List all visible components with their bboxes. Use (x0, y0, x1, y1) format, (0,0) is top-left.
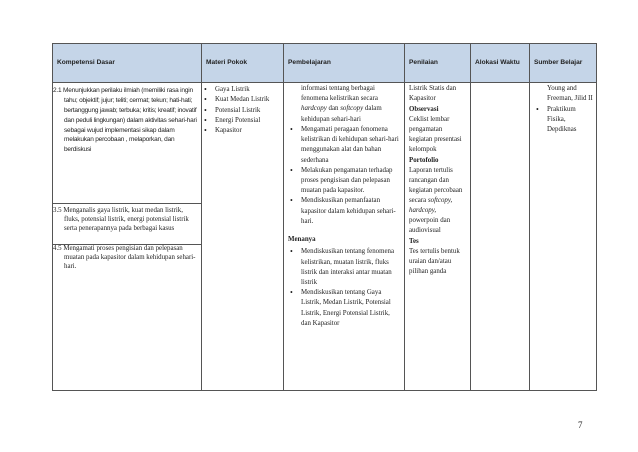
pemb-item: • Mendiskusikan tentang Gaya Listrik, Medan Listrik, Potensial Listrik, Energi Potensial Listrik, dan Kapasitor (288, 288, 400, 329)
portofolio-text-2: powerpoin dan audiovisual (409, 217, 451, 234)
syllabus-table (52, 43, 597, 391)
pemb-intro-4: kehidupan sehari-hari (301, 115, 361, 123)
text-dalam: dalam (363, 105, 382, 113)
materi-list (202, 83, 283, 137)
header-materi: Materi Pokok (202, 44, 284, 83)
header-kompetensi: Kompetensi Dasar (53, 44, 202, 83)
italic-hardcopy: hardcopy (301, 105, 327, 113)
pemb-intro-1: informasi tentang berbagai (301, 85, 375, 92)
header-row (53, 44, 597, 83)
header-alokasi: Alokasi Waktu (471, 44, 530, 83)
materi-item: • Potensial Listrik (202, 106, 283, 116)
tes-heading: Tes (409, 238, 419, 245)
sumber-item: • Praktikum Fisika, Depdiknas (534, 105, 594, 136)
pemb-list-top (288, 125, 400, 227)
sumber-cell (530, 83, 597, 391)
materi-item: • Gaya Listrik (202, 85, 283, 95)
menanya-heading: Menanya (288, 236, 316, 244)
pemb-intro-2: fenomena kelistrikan secara (301, 95, 378, 103)
pemb-item: • Mengamati peragaan fenomena kelistrikan di kehidupan sehari-hari menggunakan alat dan bahan sederhana (288, 125, 400, 166)
observasi-heading: Observasi (409, 106, 439, 113)
sumber-list (534, 105, 594, 136)
penilaian-line1: Listrik Statis dan Kapasitor (409, 85, 457, 102)
italic-softcopy: softcopy, (427, 197, 453, 204)
italic-softcopy: softcopy (340, 105, 364, 113)
header-sumber: Sumber Belajar (530, 44, 597, 83)
pemb-item: • Mendiskusikan pemanfaatan kapasitor dalam kehidupan sehari-hari. (288, 196, 400, 227)
portofolio-text (409, 166, 466, 236)
materi-cell (202, 83, 284, 391)
pemb-list-menanya (288, 247, 400, 329)
portofolio-heading: Portofolio (409, 157, 439, 164)
pemb-item: • Melakukan pengamatan terhadap proses pengisisan dan pelepasan muatan pada kapasitor. (288, 166, 400, 197)
pemb-intro-3 (288, 104, 400, 114)
materi-item: • Energi Potensial (202, 116, 283, 126)
kd-4-5: 4.5 Mengamati proses pengisian dan pelepasan muatan pada kapasitor dalam kehidupan sehari-hari. (53, 245, 196, 270)
italic-hardcopy: hardcopy, (409, 207, 437, 214)
penilaian-cell (405, 83, 471, 391)
content-row (53, 83, 597, 391)
materi-item: • Kuat Medan Listrik (202, 95, 283, 105)
tes-text: Tes tertulis bentuk uraian dan/atau pilihan ganda (409, 248, 460, 275)
kd-2-1: 2.1 Menunjukkan perilaku ilmiah (memiliki rasa ingin tahu; objektif; jujur; teliti; cermat; tekun; hati-hati; bertanggung jawab; terbuka; kritis; kreatif; inovatif dan peduli lingkungan) dalam aktivitas sehari-hari sebagai wujud implementasi sikap dalam melakukan percobaan , melaporkan, dan berdiskusi (53, 83, 201, 204)
materi-item: • Kapasitor (202, 126, 283, 136)
kompetensi-cell (53, 83, 202, 391)
observasi-text: Ceklist lembar pengamatan kegiatan presentasi kelompok (409, 116, 462, 153)
page-number: 7 (578, 420, 583, 430)
pemb-item: • Mendiskusikan tentang fenomena kelistrikan, muatan listrik, fluks listrik dan interaksi antar muatan listrik (288, 247, 400, 288)
kd-3-5: 3.5 Menganalis gaya listrik, kuat medan listrik, fluks, potensial listrik, energi potensial listrik serta penerapannya pada berbagai kasus (53, 204, 201, 245)
sumber-text: Young and Freeman, Jilid II (547, 85, 593, 103)
header-penilaian: Penilaian (405, 44, 471, 83)
alokasi-cell (471, 83, 530, 391)
pembelajaran-cell (284, 83, 405, 391)
text-dan: dan (326, 105, 341, 113)
header-pembelajaran: Pembelajaran (284, 44, 405, 83)
portofolio-text-1: Laporan tertulis rancangan dan kegiatan percobaan secara (409, 167, 463, 204)
